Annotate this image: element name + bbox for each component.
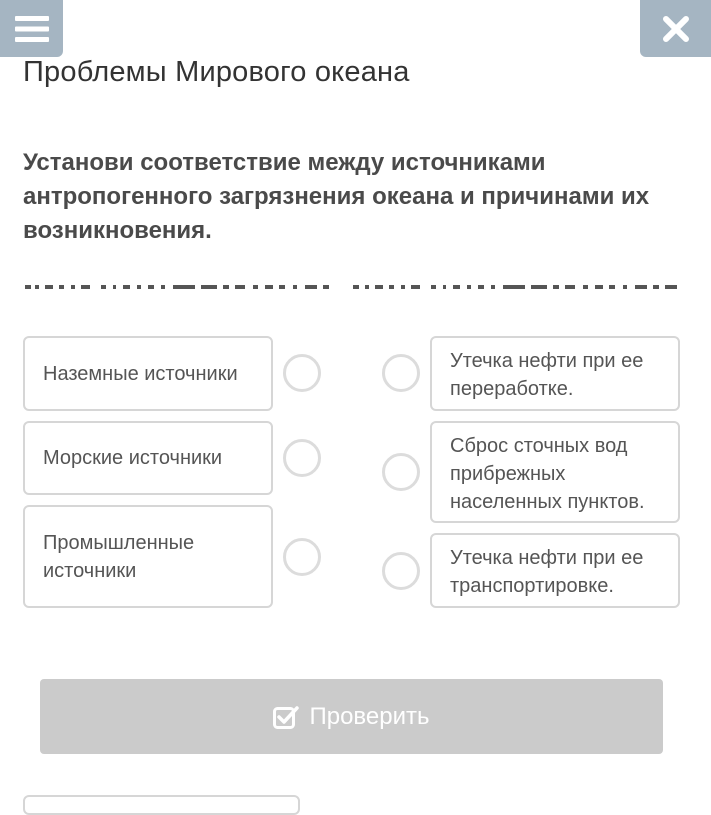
source-card-land[interactable] (23, 336, 273, 411)
cause-card-2[interactable] (430, 421, 680, 523)
cause-card-3[interactable] (430, 533, 680, 608)
page-title: Проблемы Мирового океана (23, 56, 410, 88)
clipped-text-fragment (23, 282, 680, 290)
match-radio-left-1[interactable] (283, 354, 321, 392)
source-label: Морские источники (43, 447, 223, 469)
cause-label: Утечка нефти при ее транспортировке. (450, 547, 644, 597)
source-label: Наземные источники (43, 362, 238, 385)
next-element-partial (23, 795, 300, 815)
cause-card-1[interactable] (430, 336, 680, 411)
source-card-industrial[interactable] (23, 505, 273, 608)
close-x-icon (662, 15, 690, 43)
check-button[interactable] (40, 679, 663, 754)
match-radio-right-3[interactable] (382, 552, 420, 590)
match-radio-left-2[interactable] (283, 439, 321, 477)
hamburger-icon (15, 15, 49, 43)
task-instruction: Установи соответствие между источниками антропогенного загрязнения океана и причинами их возникновения. (23, 149, 650, 244)
menu-button[interactable] (0, 0, 63, 57)
check-button-label: Проверить (309, 702, 430, 730)
source-card-sea[interactable] (23, 421, 273, 495)
cause-label: Сброс сточных вод прибрежных населенных пунктов. (450, 435, 645, 513)
match-radio-right-1[interactable] (382, 354, 420, 392)
cause-label: Утечка нефти при ее переработке. (450, 350, 644, 400)
close-button[interactable] (640, 0, 711, 57)
match-radio-right-2[interactable] (382, 453, 420, 491)
match-radio-left-3[interactable] (283, 538, 321, 576)
checkbox-check-icon (273, 705, 299, 729)
source-label: Промышленные источники (43, 531, 195, 582)
